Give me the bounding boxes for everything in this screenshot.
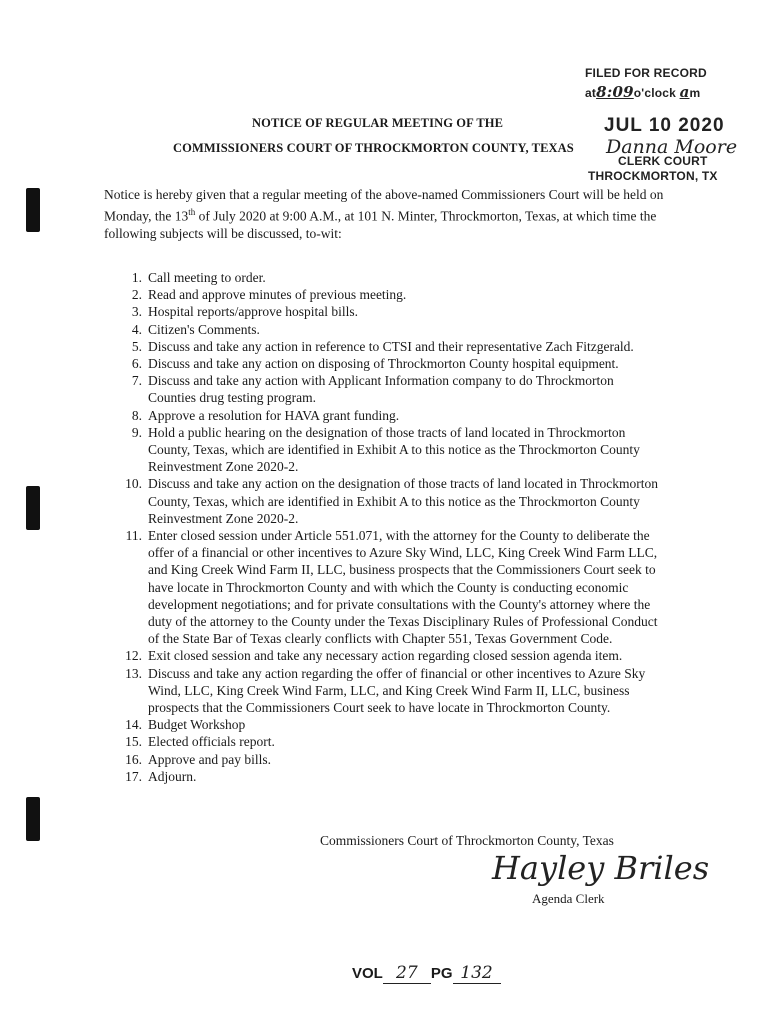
agenda-item-text: Discuss and take any action on the designation of those tracts of land located in Throckmorton County, Texas, which are identified in Exhibit A to this notice as the Throckmorton County Reinvestment Zone 2020-2. — [148, 476, 658, 526]
agenda-item-number: 16. — [125, 751, 142, 767]
agenda-item-number: 8. — [131, 407, 142, 423]
agenda-item — [104, 475, 664, 527]
agenda-item-text: Elected officials report. — [148, 734, 275, 750]
agenda-item — [104, 355, 664, 372]
agenda-item — [104, 338, 664, 355]
agenda-item-number: 12. — [125, 648, 142, 664]
stamp-date: JUL 10 2020 — [604, 115, 725, 136]
agenda-item-number: 6. — [131, 356, 142, 372]
agenda-item-number: 10. — [125, 476, 142, 492]
stamp-time-hand: 8:09 — [596, 83, 634, 101]
agenda-item — [104, 751, 664, 768]
agenda-item — [104, 407, 664, 424]
intro-paragraph: Notice is hereby given that a regular meeting of the above-named Commissioners Court will be held on Monday, the 13th of July 2020 at 9:00 A.M., at 101 N. Minter, Throckmorton, Texas, at which time the following subjects will be discussed, to-wit: — [104, 187, 664, 241]
agenda-item-number: 3. — [131, 304, 142, 320]
agenda-item — [104, 286, 664, 303]
agenda-item-text: Call meeting to order. — [148, 270, 266, 285]
agenda-item-number: 13. — [125, 665, 142, 681]
stamp-clerk-signature: Danna Moore — [606, 136, 738, 158]
agenda-item — [104, 269, 664, 286]
stamp-time: at8:09o'clock am — [585, 83, 701, 101]
agenda-item — [104, 647, 664, 664]
agenda-item-text: Enter closed session under Article 551.071, with the attorney for the County to deliberate the offer of a financial or other incentives to Azure Sky Wind, LLC, King Creek Wind Farm LLC, and King Creek Wind Farm II, LLC, business prospects that the Commissioners Court seek to have locate in Throckmorton County and with which the County is conducting economic development negotiations; and for private consultations with the County's attorney where the duty of the attorney to the County under the Texas Disciplinary Rules of Professional Conduct of the State Bar of Texas clearly conflicts with Chapter 551, Texas Government Code. — [148, 528, 658, 647]
punch-hole-top — [26, 188, 40, 232]
punch-hole-bottom — [26, 797, 40, 841]
agenda-item-number: 7. — [131, 373, 142, 389]
agenda-item-number: 2. — [131, 287, 142, 303]
page-number: 132 — [453, 963, 501, 984]
agenda-item-text: Approve a resolution for HAVA grant funding. — [148, 407, 400, 423]
agenda-item — [104, 303, 664, 320]
stamp-county: THROCKMORTON, TX — [588, 169, 718, 183]
agenda-clerk-title: Agenda Clerk — [532, 891, 605, 906]
agenda-item-text: Approve and pay bills. — [148, 751, 271, 767]
agenda-item-number: 14. — [125, 717, 142, 733]
stamp-clerk-title: CLERK COURT — [618, 154, 708, 168]
court-signature-line: Commissioners Court of Throckmorton County, Texas — [320, 833, 614, 848]
volume-number: 27 — [383, 963, 431, 984]
agenda-item — [104, 716, 664, 733]
agenda-item — [104, 733, 664, 750]
agenda-clerk-signature: Hayley Briles — [492, 849, 710, 887]
agenda-item-text: Hold a public hearing on the designation of those tracts of land located in Throckmorton County, Texas, which are identified in Exhibit A to this notice as the Throckmorton County Reinvestment Zone 2020-2. — [148, 424, 640, 475]
agenda-item-text: Budget Workshop — [148, 717, 246, 733]
agenda-item — [104, 424, 664, 476]
notice-title: NOTICE OF REGULAR MEETING OF THE — [252, 116, 504, 130]
agenda-item — [104, 665, 664, 717]
agenda-item-text: Discuss and take any action with Applicant Information company to do Throckmorton Counties drug testing program. — [148, 373, 614, 406]
agenda-item-text: Discuss and take any action on disposing of Throckmorton County hospital equipment. — [148, 356, 619, 372]
agenda-item-number: 9. — [131, 424, 142, 440]
agenda-item-text: Read and approve minutes of previous meeting. — [148, 287, 407, 303]
agenda-item — [104, 527, 664, 647]
agenda-item-text: Exit closed session and take any necessary action regarding closed session agenda item. — [148, 648, 623, 664]
agenda-item-number: 5. — [131, 338, 142, 354]
agenda-item — [104, 768, 664, 785]
agenda-item-number: 4. — [131, 321, 142, 337]
agenda-item-text: Discuss and take any action in reference to CTSI and their representative Zach Fitzgerald. — [148, 338, 634, 354]
agenda-item-number: 15. — [125, 734, 142, 750]
notice-subtitle: COMMISSIONERS COURT OF THROCKMORTON COUNTY, TEXAS — [173, 141, 574, 155]
agenda-item-number: 1. — [131, 270, 142, 285]
agenda-item-text: Adjourn. — [148, 768, 197, 784]
volume-page-line: VOL 27 PG 132 — [352, 963, 501, 984]
stamp-filed-label: FILED FOR RECORD — [585, 66, 707, 80]
agenda-item — [104, 372, 664, 406]
agenda-list — [104, 269, 664, 785]
punch-hole-middle — [26, 486, 40, 530]
filing-stamp — [585, 66, 745, 101]
agenda-item-text: Citizen's Comments. — [148, 321, 260, 337]
agenda-item-text: Discuss and take any action regarding the offer of financial or other incentives to Azure Sky Wind, LLC, King Creek Wind Farm, LLC, and King Creek Wind Farm II, LLC, business prospects that the Commissioners Court seek to have locate in Throckmorton County. — [148, 665, 646, 716]
agenda-item — [104, 321, 664, 338]
agenda-item-number: 17. — [125, 768, 142, 784]
agenda-item-number: 11. — [125, 528, 142, 544]
agenda-item-text: Hospital reports/approve hospital bills. — [148, 304, 358, 320]
